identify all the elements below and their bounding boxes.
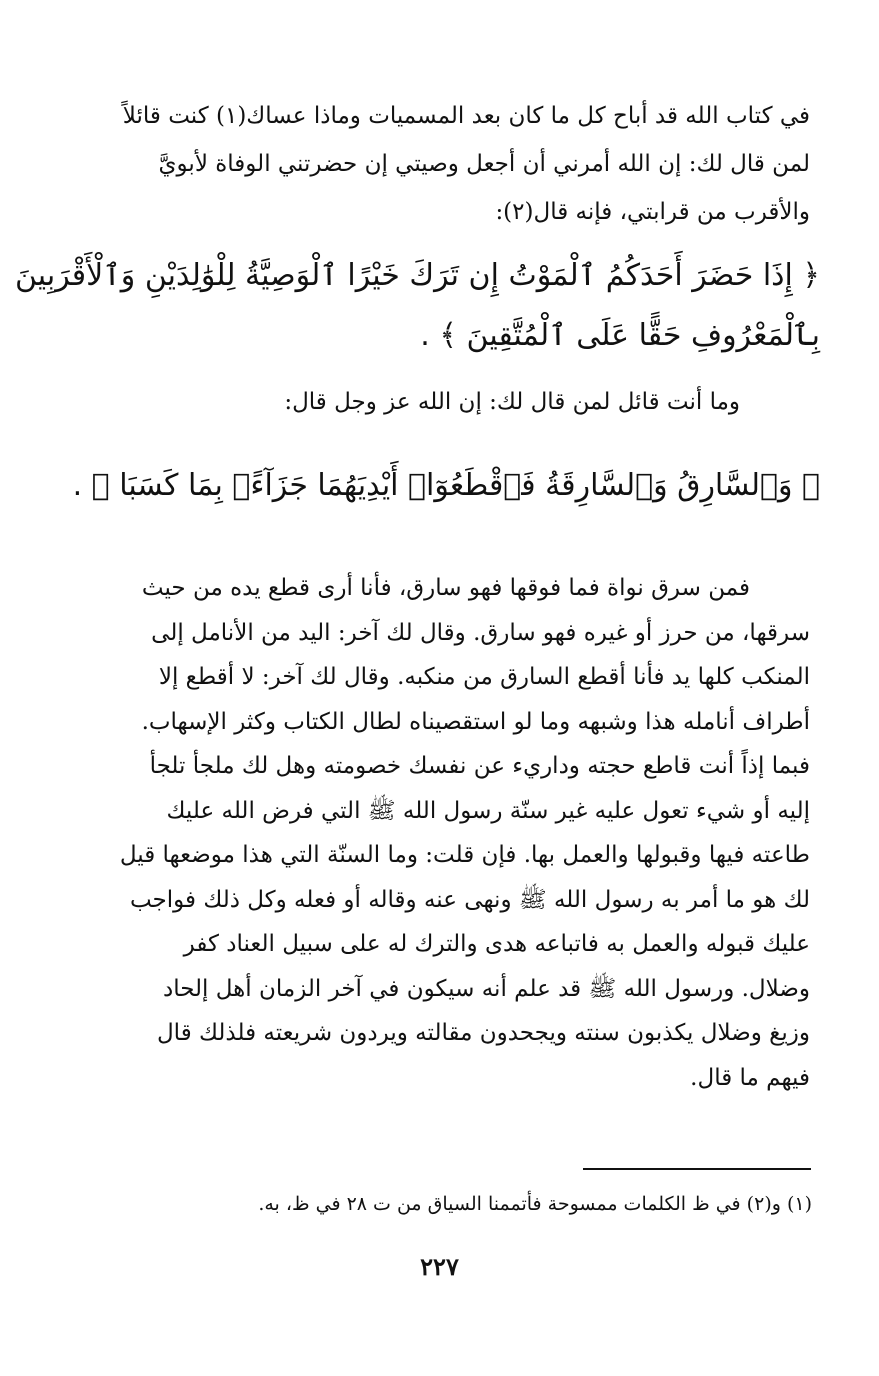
intro-line: والأقرب من قرابتي، فإنه قال(٢): — [495, 199, 810, 225]
body-line: وزيغ وضلال يكذبون سنته ويجحدون مقالته ويردون شريعته فلذلك قال — [156, 1020, 810, 1046]
body-line: فيهم ما قال. — [690, 1064, 810, 1091]
footnote-divider — [583, 1168, 811, 1170]
body-line: فمن سرق نواة فما فوقها فهو سارق، فأنا أرى قطع يده من حيث — [141, 575, 750, 601]
intro-paragraph — [100, 92, 810, 236]
body-line: إليه أو شيء تعول عليه غير سنّة رسول الله ﷺ التي فرض الله عليك — [166, 797, 810, 824]
verse-line: بِٱلْمَعْرُوفِ حَقًّا عَلَى ٱلْمُتَّقِينَ ﴾ . — [420, 318, 820, 353]
quran-verse-inheritance — [14, 246, 820, 366]
verse-line: ﴿ إِذَا حَضَرَ أَحَدَكُمُ ٱلْمَوْتُ إِن تَرَكَ خَيْرًا ٱلْوَصِيَّةُ لِلْوَٰلِدَيْنِ وَٱلْأَقْرَبِينَ — [14, 258, 820, 293]
body-paragraph — [100, 566, 810, 1100]
body-line: أطراف أنامله هذا وشبهه وما لو استقصيناه لطال الكتاب وكثر الإسهاب. — [141, 708, 810, 735]
page-number: ٢٢٧ — [420, 1252, 459, 1281]
lead-sentence: وما أنت قائل لمن قال لك: إن الله عز وجل قال: — [284, 389, 740, 415]
body-line: فبما إذاً أنت قاطع حجته وداريء عن نفسك خصومته وهل لك ملجأ تلجأ — [149, 753, 810, 779]
verse-line: ﴿ وَٱلسَّارِقُ وَٱلسَّارِقَةُ فَٱقْطَعُوٓا۟ أَيْدِيَهُمَا جَزَآءًۢ بِمَا كَسَبَا ﴾ . — [72, 468, 820, 503]
footnote: (١) و(٢) في ظ الكلمات ممسوحة فأتممنا السياق من ت ٢٨ في ظ، به. — [258, 1193, 812, 1215]
body-line: المنكب كلها يد فأنا أقطع السارق من منكبه. وقال لك آخر: لا أقطع إلا — [158, 664, 810, 690]
intro-line: لمن قال لك: إن الله أمرني أن أجعل وصيتي إن حضرتني الوفاة لأبويَّ — [158, 151, 810, 177]
intro-line: في كتاب الله قد أباح كل ما كان بعد المسميات وماذا عساك(١) كنت قائلاً — [122, 103, 810, 129]
body-line: سرقها، من حرز أو غيره فهو سارق. وقال لك آخر: اليد من الأنامل إلى — [151, 619, 810, 646]
body-line: لك هو ما أمر به رسول الله ﷺ ونهى عنه وقاله أو فعله وكل ذلك فواجب — [129, 886, 810, 913]
body-line: طاعته فيها وقبولها والعمل بها. فإن قلت: وما السنّة التي هذا موضعها قيل — [119, 842, 810, 868]
quran-verse-theft — [72, 456, 820, 516]
body-line: وضلال. ورسول الله ﷺ قد علم أنه سيكون في آخر الزمان أهل إلحاد — [162, 975, 810, 1002]
body-line: عليك قبوله والعمل به فاتباعه هدى والترك له على سبيل العناد كفر — [183, 931, 810, 957]
